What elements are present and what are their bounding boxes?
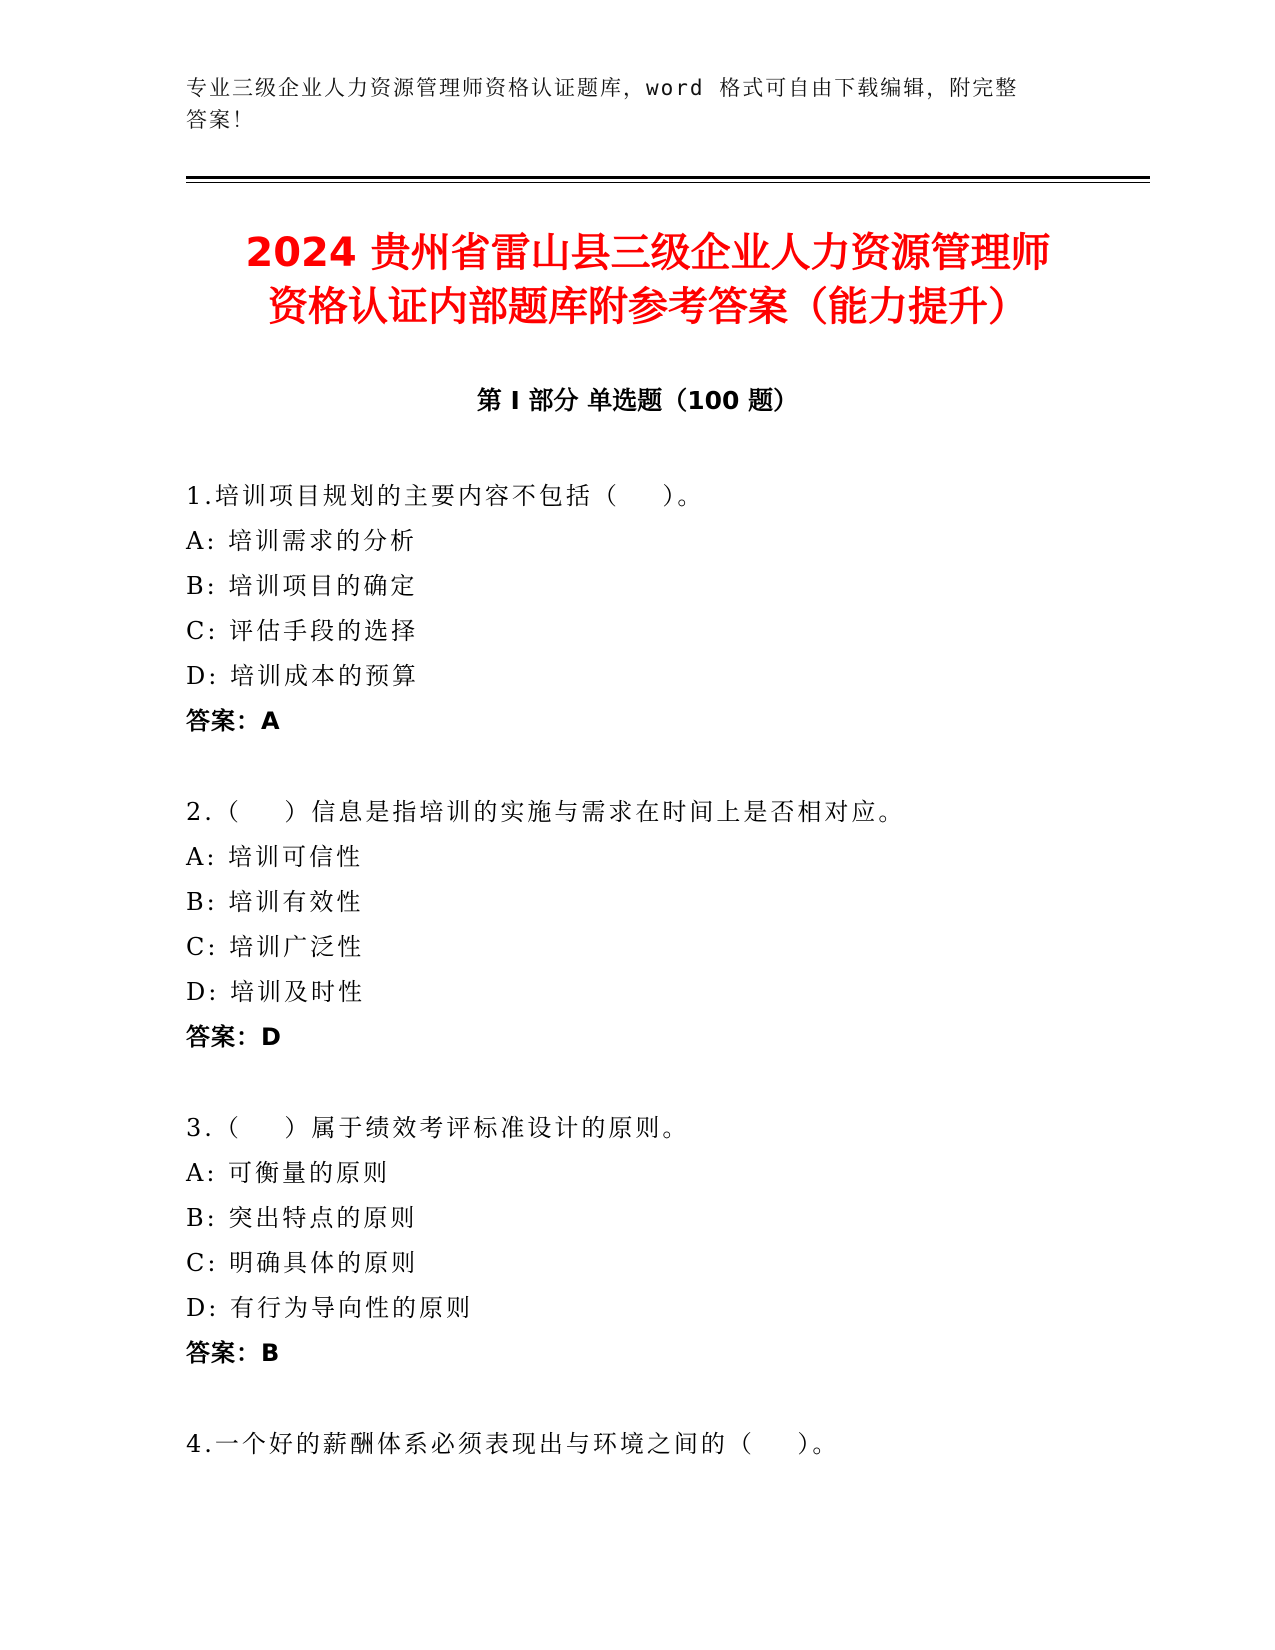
option-b: B: 培训项目的确定 — [186, 572, 418, 600]
section-heading: 第 I 部分 单选题（100 题） — [476, 386, 799, 415]
question-3 — [186, 1106, 1146, 1376]
document-title — [188, 226, 1108, 334]
question-list — [186, 474, 1146, 1513]
question-4 — [186, 1422, 1146, 1467]
question-stem: 3.（ ）属于绩效考评标准设计的原则。 — [186, 1114, 690, 1142]
option-a: A: 培训需求的分析 — [186, 527, 418, 555]
question-stem: 2.（ ）信息是指培训的实施与需求在时间上是否相对应。 — [186, 798, 906, 826]
answer: 答案：B — [186, 1339, 281, 1367]
document-title-line-2: 资格认证内部题库附参考答案（能力提升） — [268, 284, 1028, 330]
question-stem: 4.一个好的薪酬体系必须表现出与环境之间的（ ）。 — [186, 1430, 840, 1458]
answer: 答案：A — [186, 707, 281, 735]
question-stem: 1.培训项目规划的主要内容不包括（ ）。 — [186, 482, 705, 510]
header-note-line-2: 答案！ — [186, 108, 255, 132]
header-divider-thick — [186, 176, 1150, 179]
question-2 — [186, 790, 1146, 1060]
option-b: B: 培训有效性 — [186, 888, 364, 916]
option-b: B: 突出特点的原则 — [186, 1204, 418, 1232]
header-divider-thin — [186, 182, 1150, 183]
option-d: D: 有行为导向性的原则 — [186, 1294, 473, 1322]
option-a: A: 可衡量的原则 — [186, 1159, 391, 1187]
option-c: C: 明确具体的原则 — [186, 1249, 419, 1277]
answer: 答案：D — [186, 1023, 282, 1051]
option-c: C: 评估手段的选择 — [186, 617, 419, 645]
document-title-line-1: 2024 贵州省雷山县三级企业人力资源管理师 — [245, 230, 1051, 276]
question-1 — [186, 474, 1146, 744]
option-a: A: 培训可信性 — [186, 843, 364, 871]
option-d: D: 培训成本的预算 — [186, 662, 419, 690]
option-c: C: 培训广泛性 — [186, 933, 365, 961]
header-note — [186, 72, 1066, 136]
header-note-line-1: 专业三级企业人力资源管理师资格认证题库，word 格式可自由下载编辑，附完整 — [186, 76, 1019, 100]
option-d: D: 培训及时性 — [186, 978, 365, 1006]
